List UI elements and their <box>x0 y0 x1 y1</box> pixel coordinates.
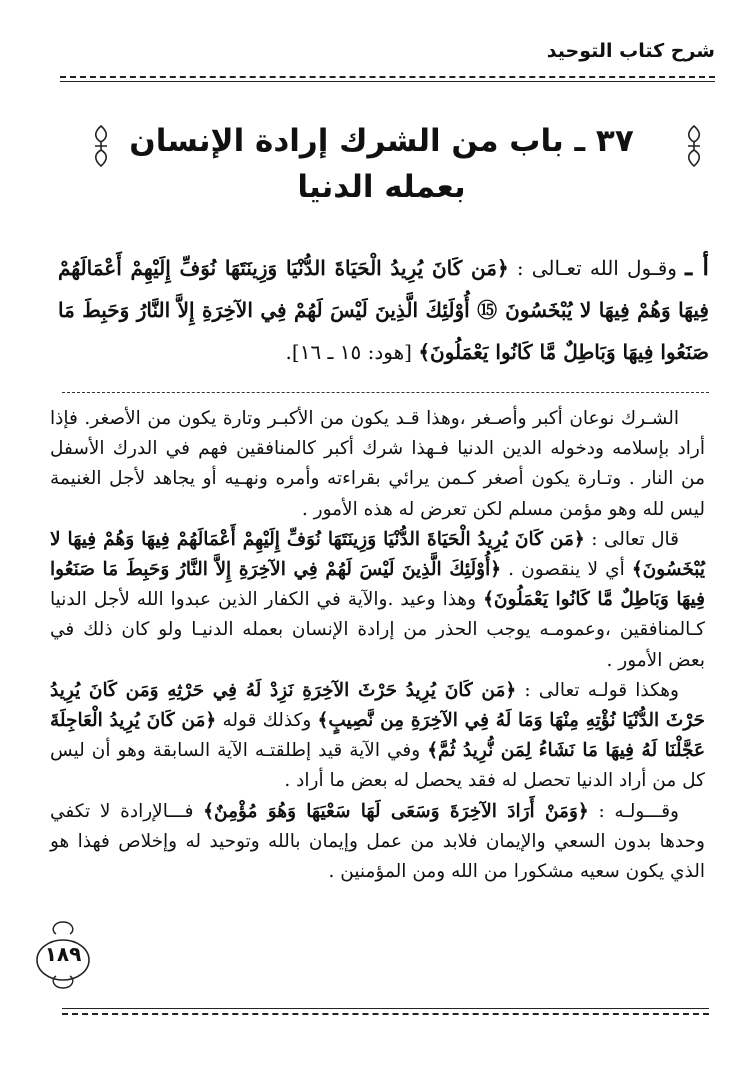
paragraph <box>50 525 705 676</box>
quote-reference: [هود: ١٥ ـ ١٦]. <box>285 340 412 364</box>
quote-verse: ﴿مَن كَانَ يُرِيدُ الْحَيَاةَ الدُّنْيَا وَزِينَتَهَا نُوَفِّ إِلَيْهِمْ أَعْمَالَهُمْ فِيهَا وَهُمْ فِيهَا لا يُبْخَسُونَ ⑮ أُوْلَئِكَ الَّذِينَ لَيْسَ لَهُمْ فِي الآخِرَةِ إِلاَّ النَّارُ وَحَبِطَ مَا صَنَعُوا فِيهَا وَبَاطِلٌ مَّا كَانُوا يَعْمَلُونَ﴾ <box>58 256 709 364</box>
paragraph-text: أي لا ينقصون . <box>501 559 632 581</box>
paragraph-text: وكذلك قوله <box>216 710 318 732</box>
header-rule-dashed <box>60 76 715 78</box>
paragraph-text: الشـرك نوعان أكبر وأصـغر ،وهذا قـد يكون من الأكبـر وتارة يكون من الأصغر. فإذا أراد بإسلامه ودخوله الدين الدنيا فـهذا شرك أكبر كالمنافقين فهم في الدرك الأسفل من النار . وتـارة يكون أصغر كـمن يرائي بقراءته وأمره ونهـيه أو يجاهد لأجل الغنيمة ليس لله وهو مؤمن مسلم لكن تعرض له هذه الأمور . <box>50 408 705 520</box>
ornament-left-icon <box>90 124 112 168</box>
chapter-title <box>120 118 643 210</box>
paragraph-text: فـــالإرادة لا تكفي وحدها بدون السعي والإيمان فلابد من عمل وإيمان بالله وتوحيد له وإخلاص فهذا هو الذي يكون سعيه مشكورا من الله ومن المؤمنين . <box>50 800 705 883</box>
quote-block <box>58 246 709 373</box>
page-number: ١٨٩ <box>44 942 82 966</box>
paragraph <box>50 676 705 797</box>
footer-rule-dashed <box>62 1013 709 1015</box>
paragraph <box>50 797 705 888</box>
paragraph-text: وقـــولـه : <box>588 800 679 822</box>
paragraph <box>50 404 705 525</box>
verse-quote: ﴿مَن كَانَ يُرِيدُ الْعَاجِلَةَ عَجَّلْنَا لَهُ فِيهَا مَا نَشَاءُ لِمَن نُّرِيدُ ثُمَّ﴾ <box>50 710 705 762</box>
quote-label: أ ـ <box>685 252 710 281</box>
commentary-body <box>50 404 705 887</box>
chapter-title-line2: بعمله الدنيا <box>297 169 466 205</box>
verse-quote: ﴿وَمَنْ أَرَادَ الآخِرَةَ وَسَعَى لَهَا سَعْيَهَا وَهُوَ مُؤْمِنٌ﴾ <box>203 800 589 822</box>
ornament-right-icon <box>683 124 705 168</box>
paragraph-text: قال تعالى : <box>584 528 679 550</box>
chapter-title-line1: ٣٧ ـ باب من الشرك إرادة الإنسان <box>129 123 634 159</box>
section-separator <box>62 392 709 393</box>
verse-quote: ﴿أُوْلَئِكَ الَّذِينَ لَيْسَ لَهُمْ فِي الآخِرَةِ إِلاَّ النَّارُ وَحَبِطَ مَا صَنَعُوا فِيهَا وَبَاطِلٌ مَّا كَانُوا يَعْمَلُونَ﴾ <box>50 559 705 611</box>
verse-quote: ﴿مَن كَانَ يُرِيدُ حَرْثَ الآخِرَةِ نَزِدْ لَهُ فِي حَرْثِهِ وَمَن كَانَ يُرِيدُ حَرْثَ الدُّنْيَا نُؤْتِهِ مِنْهَا وَمَا لَهُ فِي الآخِرَةِ مِن نَّصِيبٍ﴾ <box>50 679 705 732</box>
paragraph-text: وفي الآية قيد إطلقتـه الآية السابقة وهو أن ليس كل من أراد الدنيا تحصل له فقد يحصل له بعض ما أراد . <box>50 740 705 792</box>
running-head: شرح كتاب التوحيد <box>546 40 715 62</box>
footer-rule-solid <box>62 1008 709 1009</box>
header-rule-solid <box>60 81 715 82</box>
verse-quote: ﴿مَن كَانَ يُرِيدُ الْحَيَاةَ الدُّنْيَا وَزِينَتَهَا نُوَفِّ إِلَيْهِمْ أَعْمَالَهُمْ فِيهَا وَهُمْ فِيهَا لا يُبْخَسُونَ﴾ <box>50 528 706 581</box>
paragraph-text: وهكذا قولـه تعالى : <box>516 679 679 701</box>
quote-intro: وقـول الله تعـالى : <box>516 256 677 280</box>
paragraph-text: وهذا وعيد .والآية في الكفار الذين عبدوا الله لأجل الدنيا كـالمنافقين ،وعمومـه يوجب الحذر من إرادة الإنسان بعمله الدنيـا ولو كان ذلك في بعض الأمور . <box>50 589 705 671</box>
